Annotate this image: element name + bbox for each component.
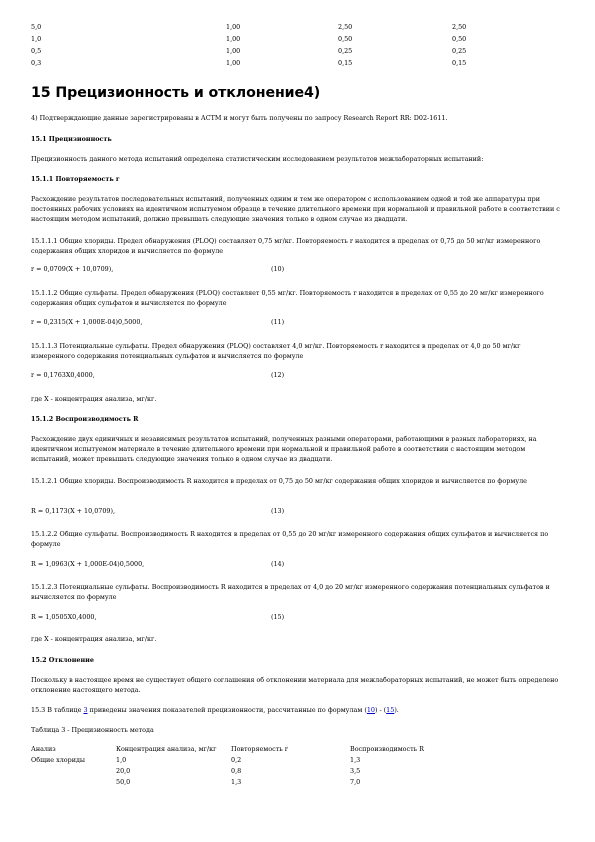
formula-14: R = 1,0963(X + 1,000Е-04)0,5000, [31,560,145,568]
table-cell: 0,25 [452,47,467,55]
table-row [31,755,470,766]
table-row [31,777,470,788]
formula-12: r = 0,1763X0,4000, [31,371,95,379]
formula-number-12: (12) [271,371,285,379]
paragraph-15-2: Поскольку в настоящее время не существует общего соглашения об отклонении материала для межлабораторных испытаний, не может быть определено отклонение настоящего метода. [31,676,559,695]
table-row [31,57,564,69]
heading-15-1: 15.1 Прецизионность [31,135,112,143]
table-cell: 1,0 [116,756,127,764]
formula-number-15: (15) [271,613,285,621]
paragraph-15-1-2-3: 15.1.2.3 Потенциальные сульфаты. Воспроизводимость R находится в пределах от 4,0 до 20 мг/кг измеренного содержания потенциальных сульфатов и вычисляется по формуле [31,583,550,602]
table-cell: 1,00 [226,23,241,31]
heading-15-2: 15.2 Отклонение [31,656,94,664]
paragraph-15-1-1-2: 15.1.1.2 Общие сульфаты. Предел обнаружения (PLOQ) составляет 0,55 мг/кг. Повторяемость r находится в пределах от 0,55 до 20 мг/кг измеренного содержания общих сульфатов и вычисляется по формуле [31,289,544,308]
paragraph-15-1: Прецизионность данного метода испытаний определена статистическим исследованием результатов межлабораторных испытаний: [31,155,484,163]
formula-number-11: (11) [271,318,285,326]
table-cell: 2,50 [338,23,353,31]
formula-15-link[interactable]: 15 [386,706,395,714]
column-header: Воспроизводимость R [350,745,424,753]
table-cell: 3,5 [350,767,361,775]
paragraph-15-1-1-1: 15.1.1.1 Общие хлориды. Предел обнаружения (PLOQ) составляет 0,75 мг/кг. Повторяемость r находится в пределах от 0,75 до 50 мг/кг измеренного содержания общих хлоридов и вычисляется по формуле [31,237,541,256]
formula-number-13: (13) [271,507,285,515]
table-cell: 0,3 [31,59,42,67]
table-row [31,21,564,33]
paragraph-15-1-2-1: 15.1.2.1 Общие хлориды. Воспроизводимость R находится в пределах от 0,75 до 50 мг/кг содержания общих хлоридов и вычисляется по формуле [31,477,527,485]
table-cell: 1,3 [350,756,361,764]
table-cell: 5,0 [31,23,42,31]
footnote-line: 4) Подтверждающие данные зарегистрированы в АСТМ и могут быть получены по запросу Research Report RR: D02-1611. [31,114,448,122]
text: ) - ( [374,706,387,714]
table-3-caption: Таблица 3 - Прецизионность метода [31,726,154,734]
table-cell: 0,50 [338,35,353,43]
table-cell: 0,5 [31,47,42,55]
formula-10: r = 0,0709(X + 10,0709), [31,265,114,273]
table-cell: 0,8 [231,767,242,775]
table-cell [31,766,116,777]
where-note-1: где X - концентрация анализа, мг/кг. [31,395,157,403]
formula-10-link[interactable]: 10 [366,706,375,714]
table-cell: 1,3 [231,778,242,786]
heading-15-1-2: 15.1.2 Воспроизводимость R [31,415,139,423]
column-header: Анализ [31,745,56,753]
formula-number-14: (14) [271,560,285,568]
precision-table [31,744,470,788]
table-row [31,45,564,57]
table-row [31,766,470,777]
top-data-table [31,21,564,69]
table-cell: 50,0 [116,778,131,786]
table-cell: 0,50 [452,35,467,43]
table-cell: 1,00 [226,47,241,55]
table-cell: 1,0 [31,35,42,43]
formula-13: R = 0,1173(X + 10,0709), [31,507,116,515]
column-header: Концентрация анализа, мг/кг [116,745,217,753]
table-cell: 1,00 [226,59,241,67]
table-cell: 7,0 [350,778,361,786]
text: ). [394,706,399,714]
paragraph-15-3 [31,705,561,715]
formula-15: R = 1,0505X0,4000, [31,613,97,621]
table-cell: 20,0 [116,767,131,775]
table-cell: 1,00 [226,35,241,43]
where-note-2: где X - концентрация анализа, мг/кг. [31,635,157,643]
table-header-row [31,744,470,755]
heading-15-1-1: 15.1.1 Повторяемость r [31,175,120,183]
table-cell: 0,15 [452,59,467,67]
table-cell: 0,2 [231,756,242,764]
table-3-link[interactable]: 3 [83,706,88,714]
table-cell: Общие хлориды [31,756,85,764]
text: приведены значения показателей прецизионности, рассчитанные по формулам ( [87,706,367,714]
text: 15.3 В таблице [31,706,84,714]
paragraph-15-1-1-3: 15.1.1.3 Потенциальные сульфаты. Предел обнаружения (PLOQ) составляет 4,0 мг/кг. Повторяемость r находится в пределах от 4,0 до 50 мг/кг измеренного содержания потенциальных сульфатов и вычисляется по формуле [31,342,521,361]
table-cell [31,777,116,788]
paragraph-15-1-1: Расхождение результатов последовательных испытаний, полученных одним и тем же оператором с использованием одной и той же аппаратуры при постоянных рабочих условиях на идентичном испытуемом образце в течение длительного времени при нормальной и правильной работе в соответствии с настоящим методом испытаний, должно превышать следующие значения только в одном случае из двадцати. [31,195,560,224]
column-header: Повторяемость r [231,745,288,753]
formula-11: r = 0,2315(X + 1,000Е-04)0,5000, [31,318,143,326]
table-cell: 0,15 [338,59,353,67]
formula-number-10: (10) [271,265,285,273]
table-row [31,33,564,45]
paragraph-15-1-2: Расхождение двух единичных и независимых результатов испытаний, полученных разными операторами, работающими в разных лабораториях, на идентичном испытуемом материале в течение длительного времени при нормальной и правильной работе в соответствии с настоящим методом испытаний, может превышать следующие значения только в одном случае из двадцати. [31,435,537,464]
table-cell: 2,50 [452,23,467,31]
paragraph-15-1-2-2: 15.1.2.2 Общие сульфаты. Воспроизводимость R находится в пределах от 0,55 до 20 мг/кг измеренного содержания общих сульфатов и вычисляется по формуле [31,530,549,549]
section-title: 15 Прецизионность и отклонение4) [31,85,321,101]
table-cell: 0,25 [338,47,353,55]
